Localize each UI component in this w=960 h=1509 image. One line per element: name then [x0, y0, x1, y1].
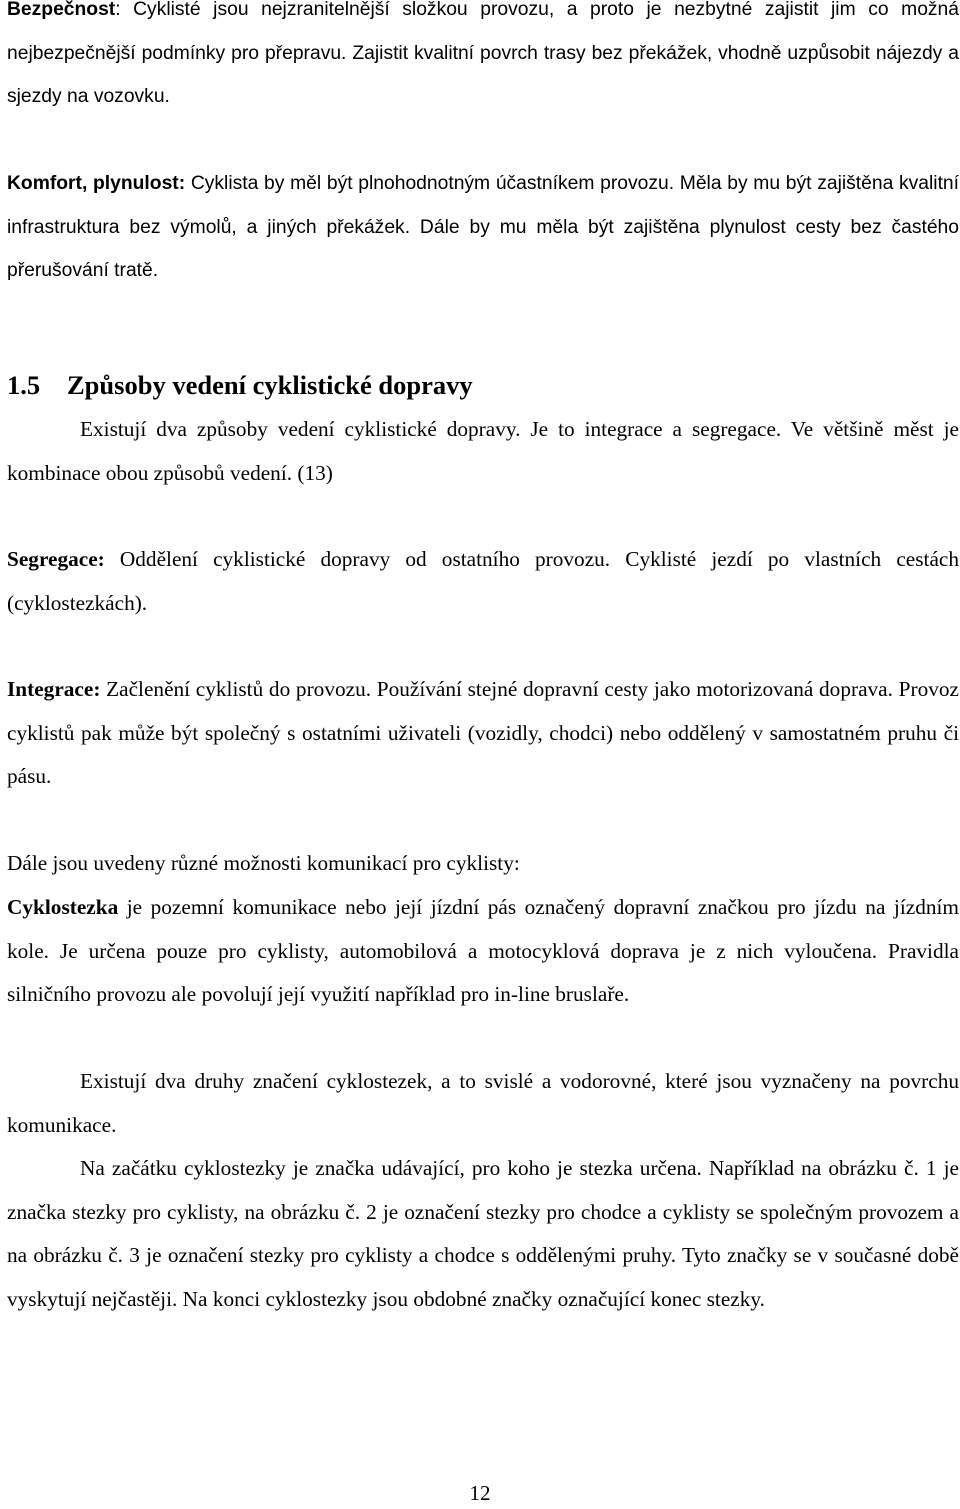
bezpecnost-text: : Cyklisté jsou nejzranitelnější složkou provozu, a proto je nezbytné zajistit jim co možná nejbezpečnější podmínky pro přepravu. Zajistit kvalitní povrch trasy bez překážek, vhodně uzpůsobit nájezdy a sjezdy na vozovku. [7, 0, 959, 108]
section-heading [7, 365, 473, 405]
section-number: 1.5 [7, 370, 41, 400]
paragraph-komfort [7, 162, 959, 293]
paragraph-intro: Existují dva způsoby vedení cyklistické dopravy. Je to integrace a segregace. Ve většině měst je kombinace obou způsobů vedení. (13) [7, 417, 959, 485]
paragraph-segregace [7, 538, 959, 625]
section-title: Způsoby vedení cyklistické dopravy [67, 370, 473, 400]
segregace-label: Segregace: [7, 547, 105, 571]
paragraph-zacatek: Na začátku cyklostezky je značka udávající, pro koho je stezka určena. Například na obrázku č. 1 je značka stezky pro cyklisty, na obrázku č. 2 je označení stezky pro chodce a cyklisty se společným provozem a na obrázku č. 3 je označení stezky pro cyklisty a chodce s oddělenými pruhy. Tyto značky se v současné době vyskytují nejčastěji. Na konci cyklostezky jsou obdobné značky označující konec stezky. [7, 1156, 959, 1311]
komfort-label: Komfort, plynulost: [7, 173, 186, 194]
paragraph-moznosti-intro: Dále jsou uvedeny různé možnosti komunikací pro cyklisty: [7, 851, 520, 875]
integrace-text: Začlenění cyklistů do provozu. Používání stejné dopravní cesty jako motorizovaná doprava. Provoz cyklistů pak může být společný s ostatními uživateli (vozidly, chodci) nebo oddělený v samostatném pruhu či pásu. [7, 677, 959, 789]
cyklostezka-label: Cyklostezka [7, 895, 119, 919]
paragraph-bezpecnost [7, 0, 959, 119]
paragraph-cyklostezka [7, 886, 959, 1017]
segregace-text: Oddělení cyklistické dopravy od ostatního provozu. Cyklisté jezdí po vlastních cestách (cyklostezkách). [7, 547, 959, 615]
integrace-label: Integrace: [7, 677, 101, 701]
cyklostezka-text: je pozemní komunikace nebo její jízdní pás označený dopravní značkou pro jízdu na jízdním kole. Je určena pouze pro cyklisty, automobilová a motocyklová doprava je z nich vyloučena. Pravidla silničního provozu ale povolují její využití například pro in-line bruslaře. [7, 895, 959, 1007]
paragraph-integrace [7, 668, 959, 799]
page-number: 12 [469, 1481, 491, 1505]
paragraph-druhy-znaceni: Existují dva druhy značení cyklostezek, a to svislé a vodorovné, které jsou vyznačeny na povrchu komunikace. [7, 1069, 959, 1137]
bezpecnost-label: Bezpečnost [7, 0, 116, 20]
komfort-text: Cyklista by měl být plnohodnotným účastníkem provozu. Měla by mu být zajištěna kvalitní infrastruktura bez výmolů, a jiných překážek. Dále by mu měla být zajištěna plynulost cesty bez častého přerušování tratě. [7, 173, 960, 282]
